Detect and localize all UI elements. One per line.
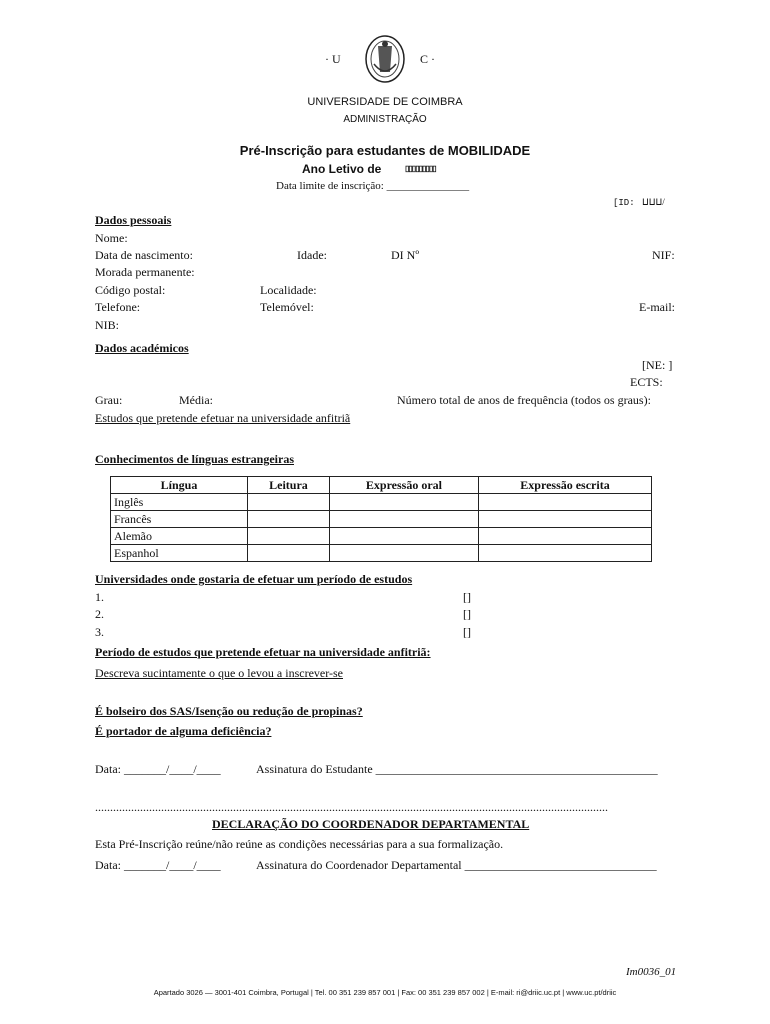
reading-cell[interactable] [248,545,330,562]
language-german: Alemão [111,528,248,545]
nif-label: NIF: [652,248,675,262]
form-code: Im0036_01 [626,966,677,978]
reading-cell[interactable] [248,528,330,545]
address-label: Morada permanente: [95,265,195,279]
id-label: [ID: [613,198,635,208]
seal-letter-right: C · [420,52,435,66]
reading-cell[interactable] [248,494,330,511]
postal-code-label: Código postal: [95,283,166,297]
table-row [111,528,652,545]
languages-header-row [111,477,652,494]
written-cell[interactable] [479,511,652,528]
table-row [111,545,652,562]
describe-label: Descreva sucintamente o que o levou a inscrever-se [95,666,343,680]
column-header-oral: Expressão oral [329,477,478,494]
university-item-3: 3. [95,625,104,639]
table-row [111,494,652,511]
language-english: Inglês [111,494,248,511]
personal-heading: Dados pessoais [95,213,172,227]
name-label: Nome: [95,231,128,245]
oral-cell[interactable] [329,511,478,528]
id-number-label: DI Nº [391,248,420,262]
period-heading: Período de estudos que pretende efetuar na universidade anfitriã: [95,645,431,659]
languages-table [110,476,652,562]
locality-label: Localidade: [260,283,317,297]
university-checkbox-1[interactable]: [] [463,590,471,604]
university-seal-icon [364,34,406,84]
ects-label: ECTS: [630,375,663,389]
scholarship-question: É bolseiro dos SAS/Isenção ou redução de propinas? [95,704,363,718]
reading-cell[interactable] [248,511,330,528]
academic-heading: Dados académicos [95,341,189,355]
declaration-title: DECLARAÇÃO DO COORDENADOR DEPARTAMENTAL [212,817,530,831]
column-header-reading: Leitura [248,477,330,494]
footer-address: Apartado 3026 — 3001-401 Coimbra, Portugal | Tel. 00 351 239 857 001 | Fax: 00 351 239 857 002 | E-mail: ri@driic.uc.pt | www.uc.pt/driic [153,988,617,997]
written-cell[interactable] [479,528,652,545]
university-item-1: 1. [95,590,104,604]
column-header-language: Língua [111,477,248,494]
nib-label: NIB: [95,318,119,332]
mobile-label: Telemóvel: [260,300,314,314]
languages-heading: Conhecimentos de línguas estrangeiras [95,452,294,466]
student-signature: Assinatura do Estudante _______________________________________________ [256,762,658,776]
average-label: Média: [179,393,213,407]
id-value: ⵡⵡⵡ/ [642,197,665,207]
total-years-label: Número total de anos de frequência (todos os graus): [397,393,651,407]
age-label: Idade: [297,248,327,262]
language-french: Francês [111,511,248,528]
table-row [111,511,652,528]
column-header-written: Expressão escrita [479,477,652,494]
form-title: Pré-Inscrição para estudantes de MOBILIDADE [239,143,531,158]
oral-cell[interactable] [329,545,478,562]
oral-cell[interactable] [329,494,478,511]
university-checkbox-2[interactable]: [] [463,607,471,621]
phone-label: Telefone: [95,300,141,314]
ne-label: [NE: ] [642,358,673,372]
university-checkbox-3[interactable]: [] [463,625,471,639]
declaration-text: Esta Pré-Inscrição reúne/não reúne as condições necessárias para a sua formalização. [95,837,504,851]
studies-label: Estudos que pretende efetuar na universidade anfitriã [95,411,351,425]
oral-cell[interactable] [329,528,478,545]
seal-letter-left: · U [325,52,341,66]
deadline: Data limite de inscrição: _______________ [276,180,470,192]
written-cell[interactable] [479,494,652,511]
academic-year-value: ▯▯▯▯▯▯▯▯▯ [405,164,436,173]
student-date: Data: _______/____/____ [95,762,221,776]
separator-line: ........................................................................................................................................................................... [95,800,608,814]
written-cell[interactable] [479,545,652,562]
university-item-2: 2. [95,607,104,621]
coordinator-date: Data: _______/____/____ [95,858,221,872]
university-name: UNIVERSIDADE DE COIMBRA [307,96,463,108]
language-spanish: Espanhol [111,545,248,562]
coordinator-signature: Assinatura do Coordenador Departamental ________________________________ [256,858,657,872]
academic-year-label: Ano Letivo de [302,162,382,176]
disability-question: É portador de alguma deficiência? [95,724,272,738]
department-name: ADMINISTRAÇÃO [343,114,427,125]
birth-date-label: Data de nascimento: [95,248,193,262]
universities-heading: Universidades onde gostaria de efetuar um período de estudos [95,572,413,586]
degree-label: Grau: [95,393,123,407]
email-label: E-mail: [639,300,675,314]
